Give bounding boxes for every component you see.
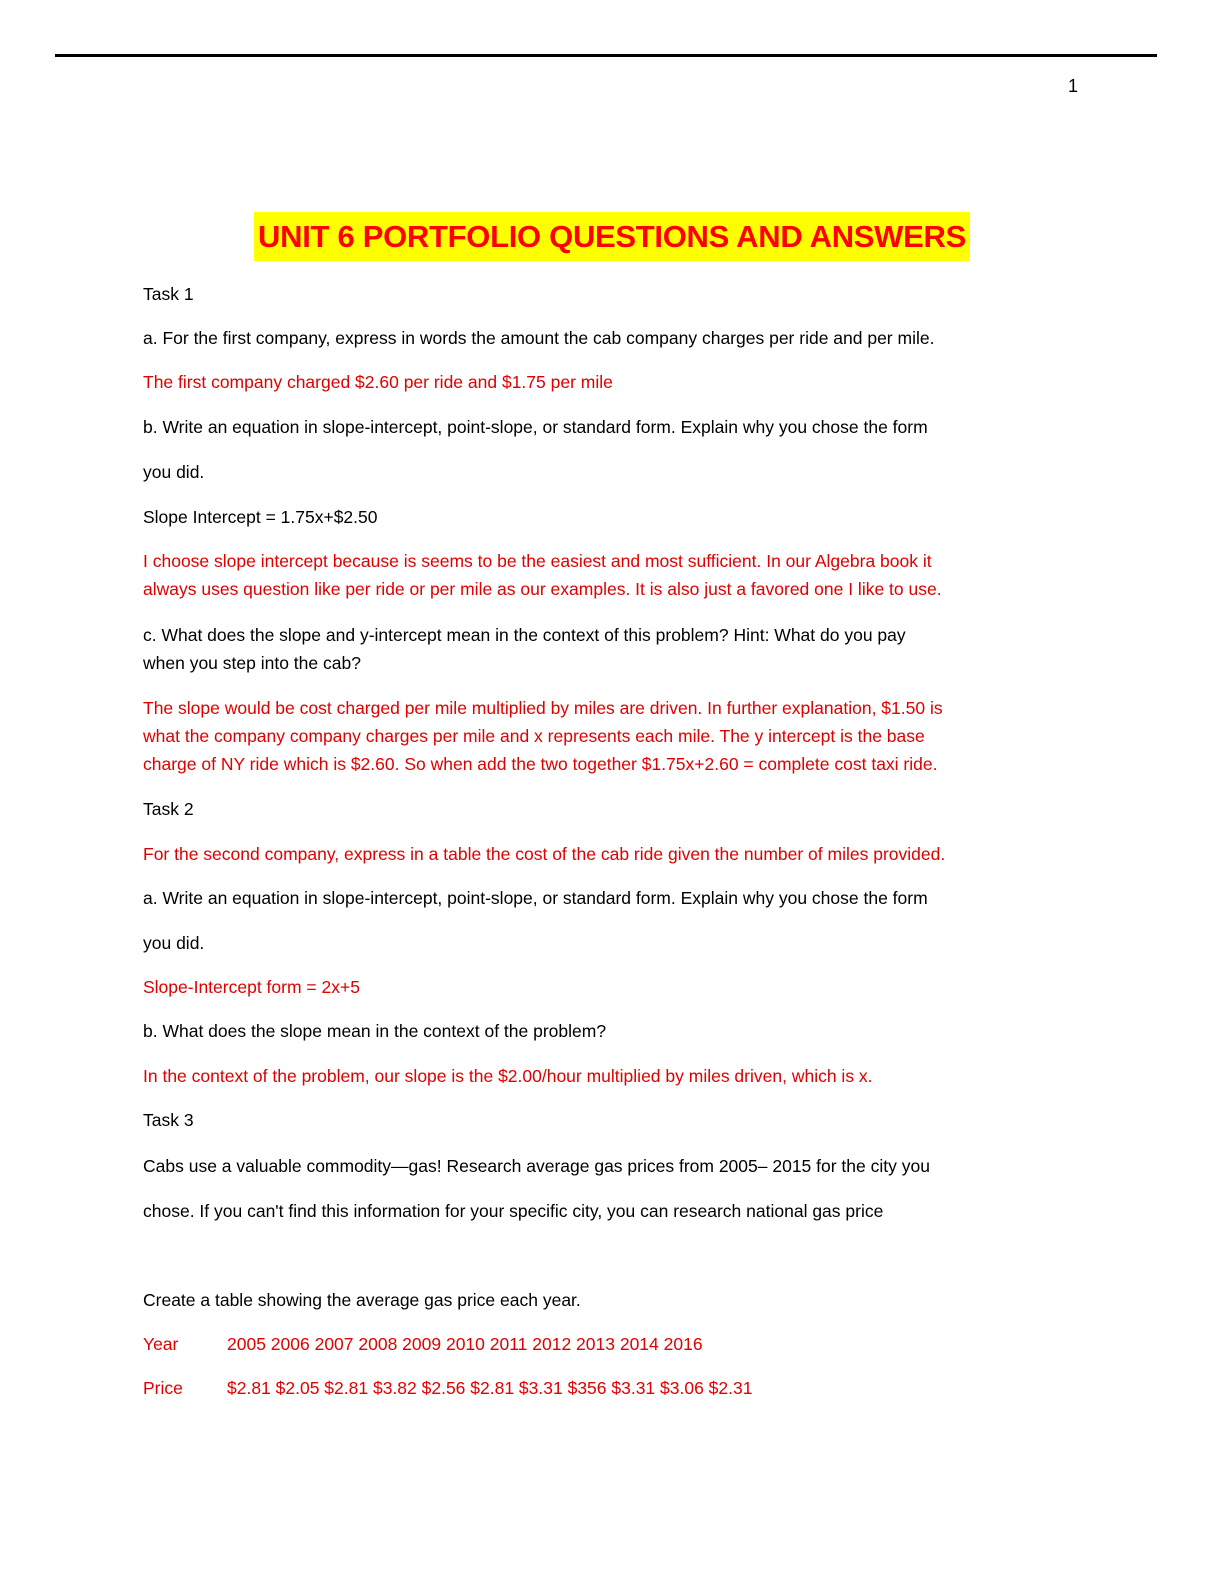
task1-question-a: a. For the first company, express in words the amount the cab company charges per ride and per mile. (143, 328, 935, 348)
year-label: Year (143, 1334, 179, 1354)
task2-answer-b: In the context of the problem, our slope is the $2.00/hour multiplied by miles driven, which is x. (143, 1066, 873, 1086)
gas-price-price-row (143, 1374, 752, 1402)
task2-heading: Task 2 (143, 799, 194, 819)
task3-intro-line1: Cabs use a valuable commodity—gas! Research average gas prices from 2005– 2015 for the city you (143, 1156, 930, 1176)
year-values: 2005 2006 2007 2008 2009 2010 2011 2012 2013 2014 2016 (227, 1334, 703, 1354)
task2-intro: For the second company, express in a table the cost of the cab ride given the number of miles provided. (143, 844, 946, 864)
gas-price-year-row (143, 1330, 703, 1358)
task1-answer-b-line1: I choose slope intercept because is seems to be the easiest and most sufficient. In our Algebra book it (143, 551, 932, 571)
task1-question-c-line2: when you step into the cab? (143, 653, 361, 673)
task3-intro-line2: chose. If you can't find this information for your specific city, you can research national gas price (143, 1201, 884, 1221)
task1-question-b-line2: you did. (143, 462, 205, 482)
title-container (0, 212, 1224, 261)
task2-question-a-line2: you did. (143, 933, 205, 953)
task2-answer-a: Slope-Intercept form = 2x+5 (143, 977, 360, 997)
page-title: UNIT 6 PORTFOLIO QUESTIONS AND ANSWERS (254, 212, 970, 261)
task1-equation: Slope Intercept = 1.75x+$2.50 (143, 507, 378, 527)
task1-heading: Task 1 (143, 284, 194, 304)
task1-question-c-line1: c. What does the slope and y-intercept mean in the context of this problem? Hint: What do you pay (143, 625, 906, 645)
price-label: Price (143, 1378, 183, 1398)
task3-heading: Task 3 (143, 1110, 194, 1130)
task1-answer-c-line3: charge of NY ride which is $2.60. So when add the two together $1.75x+2.60 = complete cost taxi ride. (143, 754, 938, 774)
header-rule (55, 54, 1157, 57)
task1-answer-a: The first company charged $2.60 per ride and $1.75 per mile (143, 372, 613, 392)
task1-question-b-line1: b. Write an equation in slope-intercept, point-slope, or standard form. Explain why you chose the form (143, 417, 928, 437)
page-number: 1 (1067, 76, 1078, 96)
task1-answer-b-line2: always uses question like per ride or per mile as our examples. It is also just a favored one I like to use. (143, 579, 942, 599)
task1-answer-c-line2: what the company company charges per mile and x represents each mile. The y intercept is the base (143, 726, 925, 746)
task1-answer-c-line1: The slope would be cost charged per mile multiplied by miles are driven. In further explanation, $1.50 is (143, 698, 943, 718)
task2-question-b: b. What does the slope mean in the context of the problem? (143, 1021, 607, 1041)
price-values: $2.81 $2.05 $2.81 $3.82 $2.56 $2.81 $3.31 $356 $3.31 $3.06 $2.31 (227, 1378, 753, 1398)
task3-table-prompt: Create a table showing the average gas price each year. (143, 1290, 581, 1310)
task2-question-a-line1: a. Write an equation in slope-intercept, point-slope, or standard form. Explain why you chose the form (143, 888, 928, 908)
